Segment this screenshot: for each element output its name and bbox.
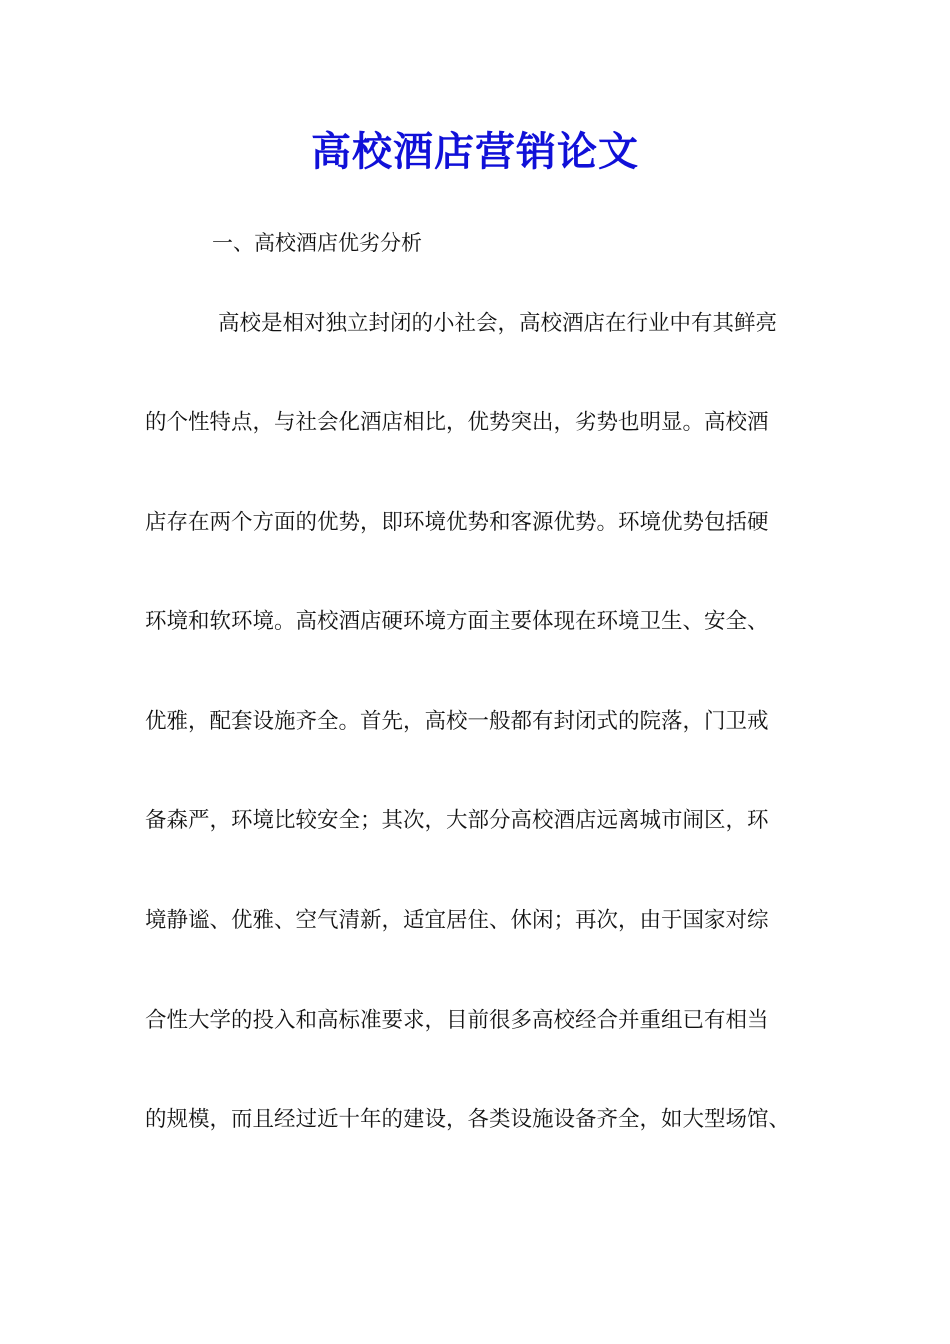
paragraph-line: 高校是相对独立封闭的小社会，高校酒店在行业中有其鲜亮 [218, 311, 778, 336]
paragraph-line: 备森严，环境比较安全；其次，大部分高校酒店远离城市闹区，环 [145, 808, 769, 833]
paragraph-line: 环境和软环境。高校酒店硬环境方面主要体现在环境卫生、安全、 [145, 609, 769, 634]
document-title: 高校酒店营销论文 [311, 128, 639, 175]
paragraph-line: 店存在两个方面的优势，即环境优势和客源优势。环境优势包括硬 [145, 510, 769, 535]
paragraph-line: 的个性特点，与社会化酒店相比，优势突出，劣势也明显。高校酒 [145, 410, 769, 435]
paragraph-line: 境静谧、优雅、空气清新，适宜居住、休闲；再次，由于国家对综 [145, 908, 769, 933]
paragraph-line: 的规模，而且经过近十年的建设，各类设施设备齐全，如大型场馆、 [145, 1107, 791, 1132]
section-heading: 一、高校酒店优劣分析 [212, 231, 422, 255]
paragraph-line: 优雅，配套设施齐全。首先，高校一般都有封闭式的院落，门卫戒 [145, 709, 769, 734]
paragraph-line: 合性大学的投入和高标准要求，目前很多高校经合并重组已有相当 [145, 1008, 769, 1033]
